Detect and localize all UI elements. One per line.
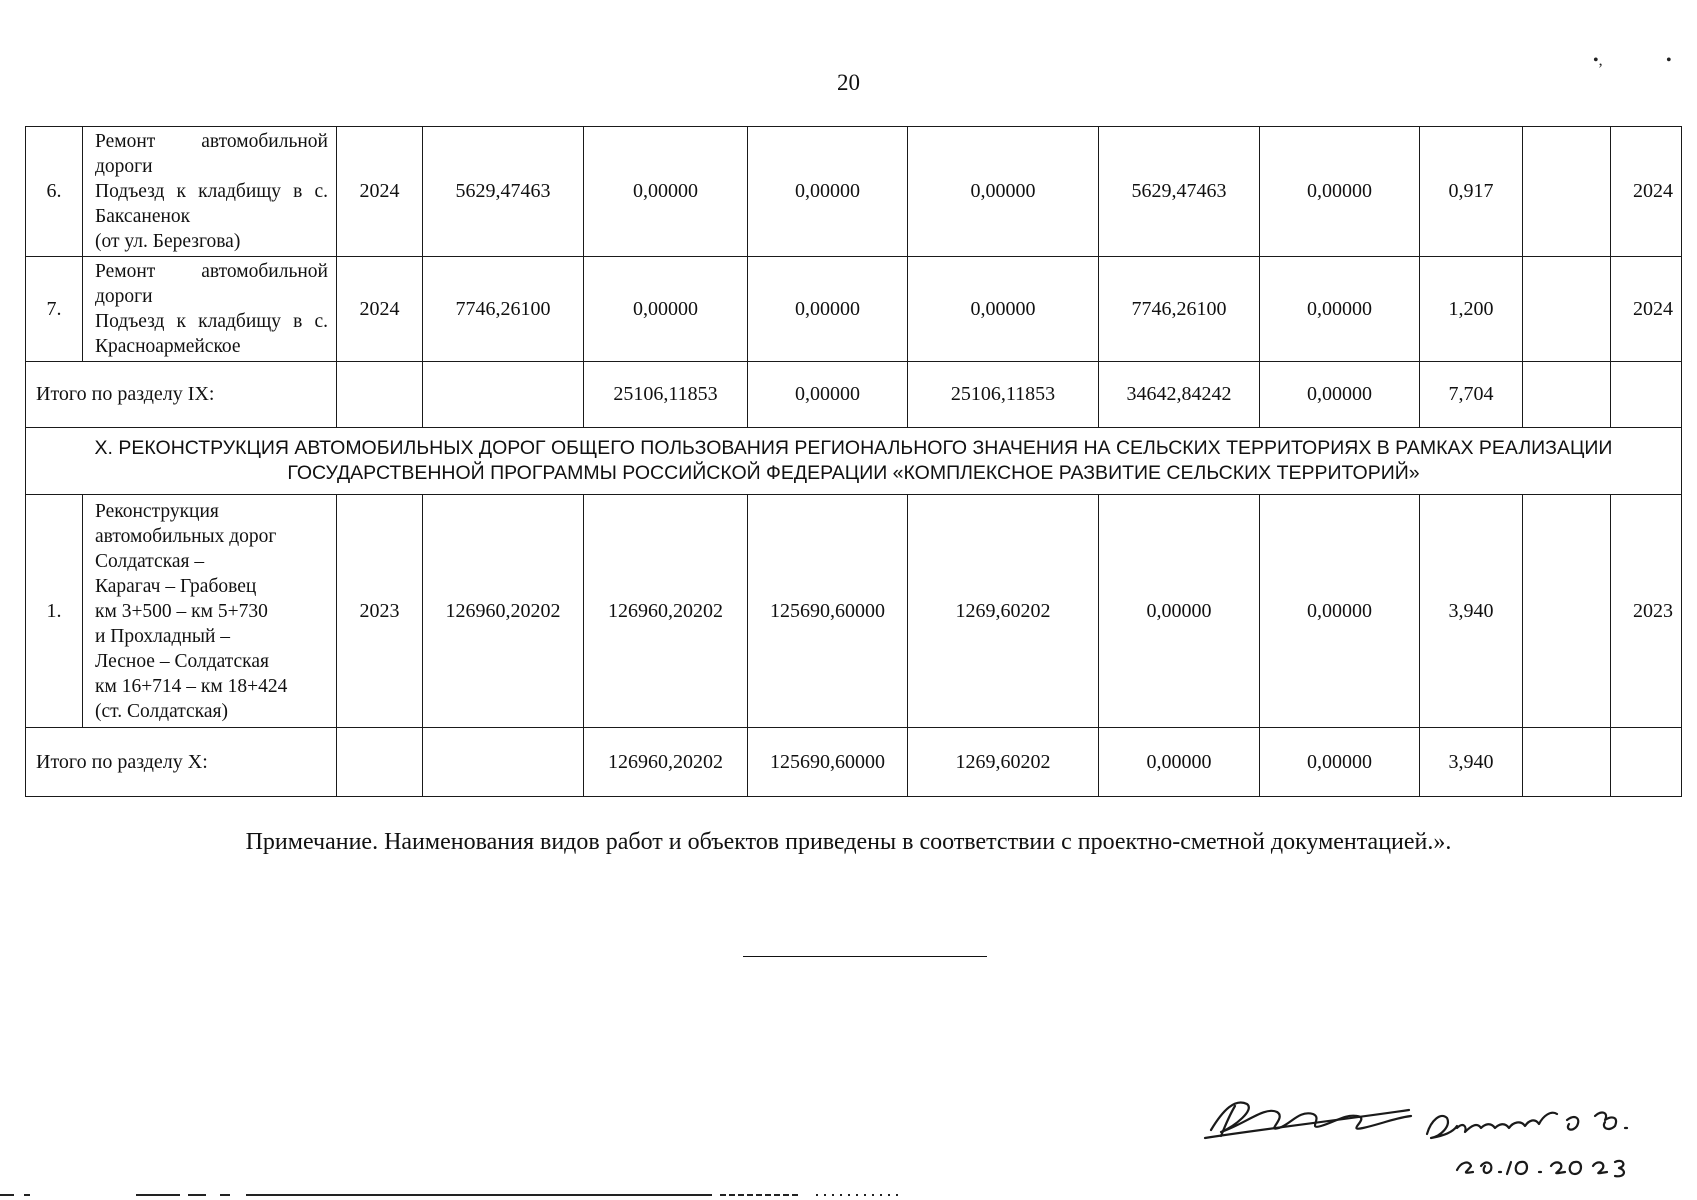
cost-cell: 0,00000 [1260, 257, 1420, 362]
empty-cell [1523, 362, 1611, 428]
cost-cell: 5629,47463 [423, 127, 584, 257]
cost-cell: 0,00000 [748, 257, 908, 362]
empty-cell [1523, 127, 1611, 257]
objects-table [25, 126, 1682, 797]
handwritten-signature [1195, 1070, 1675, 1180]
scan-mark: •, [1593, 52, 1603, 69]
empty-cell [423, 728, 584, 797]
cost-cell: 126960,20202 [584, 495, 748, 728]
end-year: 2024 [1611, 127, 1682, 257]
total-cost-cell: 0,00000 [1260, 728, 1420, 797]
cost-cell: 0,00000 [748, 127, 908, 257]
section-total-row [26, 362, 1682, 428]
empty-cell [1523, 728, 1611, 797]
cost-cell: 0,00000 [584, 257, 748, 362]
object-name-line: автомобильных дорог [95, 525, 277, 547]
signature-date: 26.10.2023 [1455, 1170, 1460, 1171]
total-cost-cell: 125690,60000 [748, 728, 908, 797]
empty-cell [337, 728, 423, 797]
object-name-line: Солдатская – [95, 550, 205, 572]
end-year: 2023 [1611, 495, 1682, 728]
cost-cell: 7746,26100 [1099, 257, 1260, 362]
cost-cell: 0,00000 [1099, 495, 1260, 728]
total-length-km: 3,940 [1420, 728, 1523, 797]
table-row [26, 495, 1682, 728]
empty-cell [337, 362, 423, 428]
footnote: Примечание. Наименования видов работ и объектов приведены в соответствии с проектно-сметной документацией.». [245, 829, 1452, 855]
cost-cell: 0,00000 [584, 127, 748, 257]
total-cost-cell: 34642,84242 [1099, 362, 1260, 428]
total-label: Итого по разделу IX: [26, 362, 337, 428]
empty-cell [423, 362, 584, 428]
row-number: 6. [26, 127, 83, 257]
scan-bottom-edge [0, 1190, 1697, 1200]
total-cost-cell: 0,00000 [1099, 728, 1260, 797]
object-name-line: Ремонт автомобильной дороги [95, 131, 328, 177]
cost-cell: 0,00000 [1260, 127, 1420, 257]
total-cost-cell: 25106,11853 [584, 362, 748, 428]
section-total-row [26, 728, 1682, 797]
empty-cell [1523, 495, 1611, 728]
total-cost-cell: 25106,11853 [908, 362, 1099, 428]
signature-name: Дышеков Л.З. [1455, 1130, 1461, 1131]
length-km: 1,200 [1420, 257, 1523, 362]
object-name-line: Ремонт автомобильной дороги [95, 261, 328, 307]
start-year: 2023 [337, 495, 423, 728]
object-name-line: Подъезд к кладбищу в с. Баксаненок [95, 181, 328, 227]
object-name-line: (ст. Солдатская) [95, 700, 228, 722]
section-title: X. РЕКОНСТРУКЦИЯ АВТОМОБИЛЬНЫХ ДОРОГ ОБЩЕГО ПОЛЬЗОВАНИЯ РЕГИОНАЛЬНОГО ЗНАЧЕНИЯ НА СЕЛЬСКИХ ТЕРРИТОРИЯХ В РАМКАХ РЕАЛИЗАЦИИ ГОСУДАРСТВЕННОЙ ПРОГРАММЫ РОССИЙСКОЙ ФЕДЕРАЦИИ «КОМПЛЕКСНОЕ РАЗВИТИЕ СЕЛЬСКИХ ТЕРРИТОРИЙ» [26, 428, 1682, 495]
cost-cell: 125690,60000 [748, 495, 908, 728]
object-name-line: Карагач – Грабовец [95, 575, 257, 597]
object-name-line: км 3+500 – км 5+730 [95, 600, 268, 622]
object-name-line: Реконструкция [95, 500, 219, 522]
empty-cell [1611, 728, 1682, 797]
row-number: 7. [26, 257, 83, 362]
total-length-km: 7,704 [1420, 362, 1523, 428]
empty-cell [1611, 362, 1682, 428]
section-header-row [26, 428, 1682, 495]
length-km: 3,940 [1420, 495, 1523, 728]
total-cost-cell: 0,00000 [1260, 362, 1420, 428]
scan-mark: • [1666, 52, 1672, 69]
start-year: 2024 [337, 127, 423, 257]
closing-rule [743, 956, 987, 957]
object-name-line: Подъезд к кладбищу в с. Красноармейское [95, 311, 328, 357]
object-name [83, 127, 337, 257]
cost-cell: 0,00000 [1260, 495, 1420, 728]
row-number: 1. [26, 495, 83, 728]
cost-cell: 7746,26100 [423, 257, 584, 362]
cost-cell: 5629,47463 [1099, 127, 1260, 257]
cost-cell: 1269,60202 [908, 495, 1099, 728]
object-name-line: км 16+714 – км 18+424 [95, 675, 288, 697]
object-name-line: Лесное – Солдатская [95, 650, 269, 672]
object-name [83, 495, 337, 728]
length-km: 0,917 [1420, 127, 1523, 257]
cost-cell: 126960,20202 [423, 495, 584, 728]
cost-cell: 0,00000 [908, 127, 1099, 257]
total-label: Итого по разделу X: [26, 728, 337, 797]
start-year: 2024 [337, 257, 423, 362]
object-name-line: (от ул. Березгова) [95, 231, 241, 252]
table-row [26, 127, 1682, 257]
end-year: 2024 [1611, 257, 1682, 362]
total-cost-cell: 126960,20202 [584, 728, 748, 797]
table-row [26, 257, 1682, 362]
total-cost-cell: 1269,60202 [908, 728, 1099, 797]
cost-cell: 0,00000 [908, 257, 1099, 362]
total-cost-cell: 0,00000 [748, 362, 908, 428]
page-number: 20 [837, 70, 860, 95]
object-name-line: и Прохладный – [95, 625, 231, 647]
object-name [83, 257, 337, 362]
empty-cell [1523, 257, 1611, 362]
